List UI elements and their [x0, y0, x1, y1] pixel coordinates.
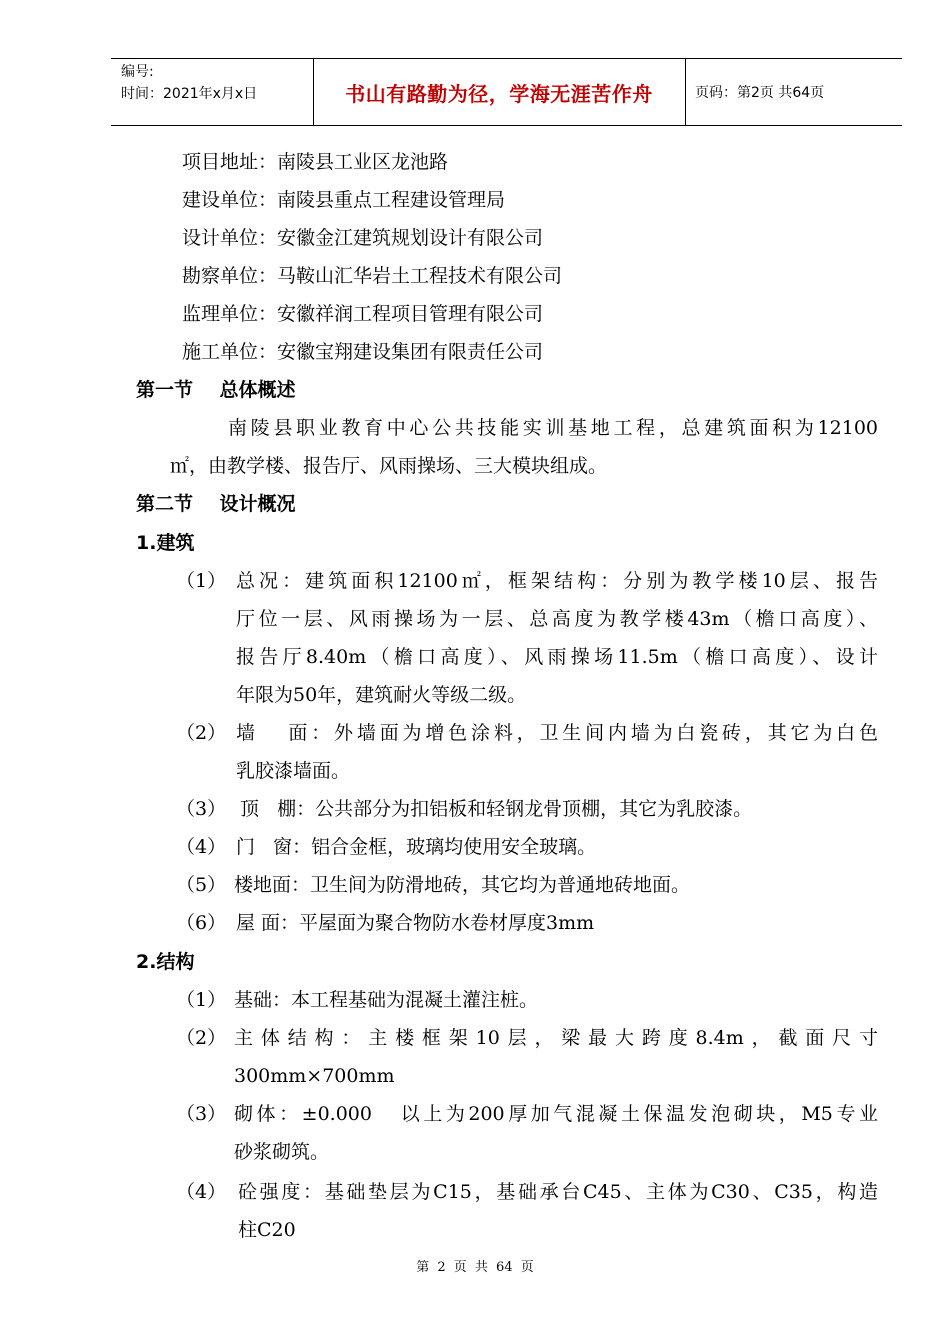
supervision-unit: 监理单位：安徽祥润工程项目管理有限公司 — [182, 303, 544, 325]
header-page-info: 页码：第2页 共64页 — [695, 85, 825, 101]
item-number: （4） — [176, 836, 227, 858]
item-line: 柱C20 — [238, 1219, 296, 1241]
item-line: 顶 棚：公共部分为扣铝板和轻钢龙骨顶棚，其它为乳胶漆。 — [240, 798, 753, 820]
structure-heading: 2.结构 — [136, 951, 195, 973]
item-line: 楼地面：卫生间为防滑地砖，其它均为普通地砖地面。 — [234, 874, 691, 896]
item-number: （5） — [176, 874, 227, 896]
design-unit: 设计单位：安徽金江建筑规划设计有限公司 — [182, 227, 544, 249]
item-line: 门 窗：铝合金框，玻璃均使用安全玻璃。 — [236, 836, 597, 858]
item-number: （2） — [176, 722, 227, 744]
item-line: 厅位一层、风雨操场为一层、总高度为教学楼43m（檐口高度）、 — [236, 608, 878, 630]
item-line: 砌体：±0.000 以上为200厚加气混凝土保温发泡砌块，M5专业 — [234, 1103, 878, 1125]
survey-unit: 勘察单位：马鞍山汇华岩土工程技术有限公司 — [182, 265, 563, 287]
item-line: 砼强度：基础垫层为C15，基础承台C45、主体为C30、C35，构造 — [238, 1181, 878, 1203]
item-line: 砂浆砌筑。 — [234, 1141, 330, 1163]
item-line: 墙 面：外墙面为增色涂料，卫生间内墙为白瓷砖，其它为白色 — [236, 722, 878, 744]
item-number: （3） — [176, 798, 227, 820]
contractor-unit: 施工单位：安徽宝翔建设集团有限责任公司 — [182, 341, 544, 363]
item-line: 屋 面：平屋面为聚合物防水卷材厚度3mm — [236, 912, 595, 934]
page-header — [111, 58, 902, 126]
section1-paragraph-line: ㎡，由教学楼、报告厅、风雨操场、三大模块组成。 — [170, 455, 608, 477]
page-footer: 第 2 页 共 64 页 — [416, 1260, 534, 1275]
item-line: 基础：本工程基础为混凝土灌注桩。 — [234, 989, 539, 1011]
section1-paragraph-line: 南陵县职业教育中心公共技能实训基地工程，总建筑面积为12100 — [228, 417, 878, 439]
item-line: 300mm×700mm — [234, 1065, 395, 1087]
section1-title: 第一节 总体概述 — [136, 379, 296, 401]
item-number: （1） — [176, 570, 227, 592]
section2-title: 第二节 设计概况 — [136, 493, 296, 515]
document-date: 时间：2021年x月x日 — [121, 86, 258, 102]
document-number-label: 编号: — [121, 64, 154, 80]
item-line: 乳胶漆墙面。 — [236, 760, 351, 782]
architecture-heading: 1.建筑 — [136, 532, 195, 554]
item-line: 报告厅8.40m（檐口高度）、风雨操场11.5m（檐口高度）、设计 — [236, 646, 878, 668]
header-slogan: 书山有路勤为径，学海无涯苦作舟 — [345, 81, 653, 106]
construction-unit: 建设单位：南陵县重点工程建设管理局 — [182, 189, 506, 211]
item-number: （6） — [176, 912, 227, 934]
item-number: （3） — [176, 1103, 227, 1125]
item-line: 总况：建筑面积12100㎡，框架结构：分别为教学楼10层、报告 — [236, 570, 878, 592]
item-number: （1） — [176, 989, 227, 1011]
item-line: 年限为50年，建筑耐火等级二级。 — [236, 684, 527, 706]
item-number: （4） — [176, 1181, 227, 1203]
item-number: （2） — [176, 1027, 227, 1049]
project-address: 项目地址：南陵县工业区龙池路 — [182, 151, 449, 173]
item-line: 主体结构：主楼框架10层，梁最大跨度8.4m，截面尺寸 — [234, 1027, 878, 1049]
header-divider — [685, 59, 686, 125]
header-meta — [121, 61, 257, 105]
